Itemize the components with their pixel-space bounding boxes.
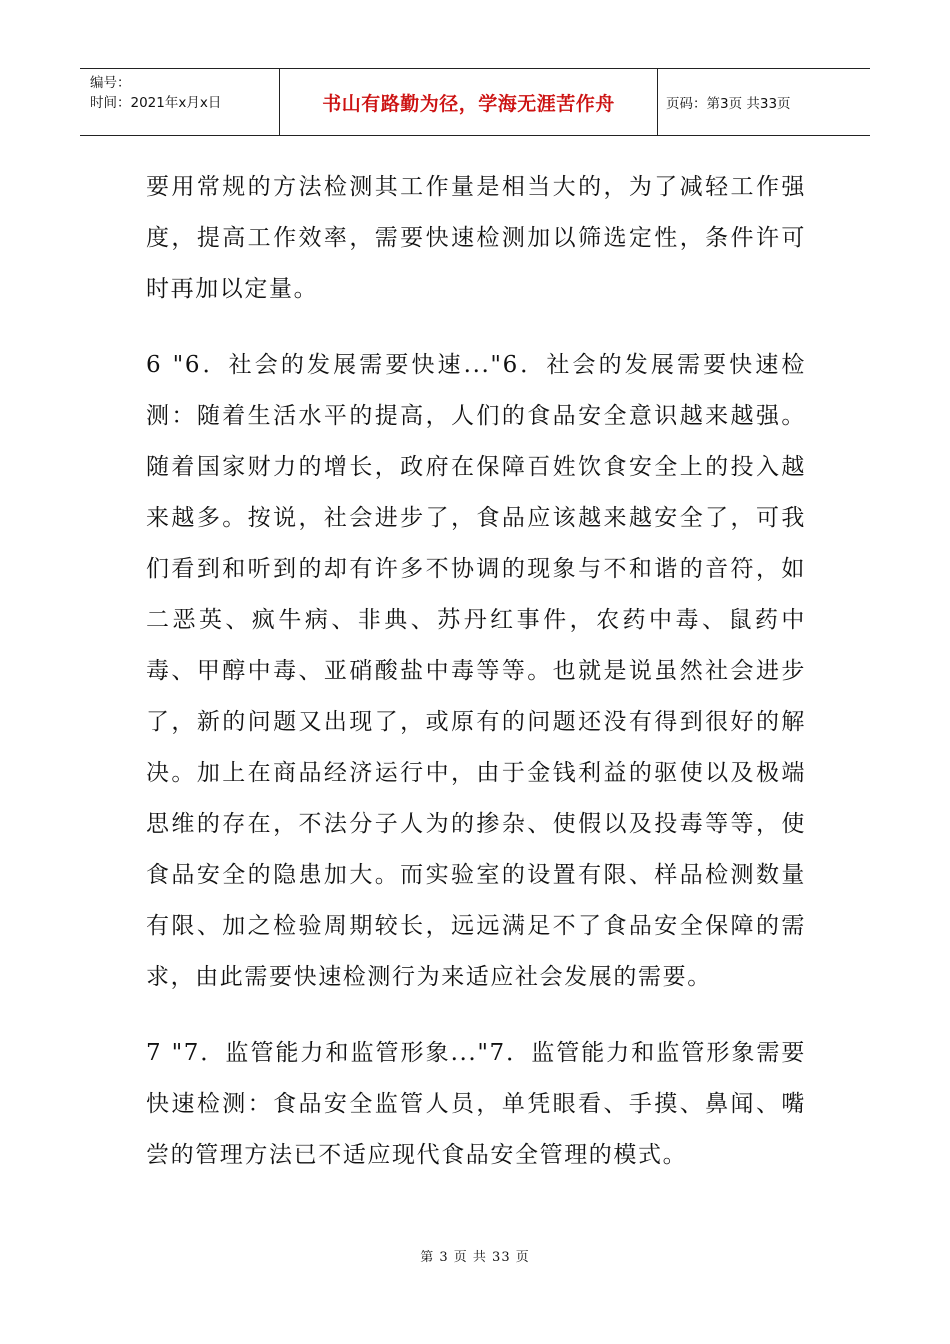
paragraph: 要用常规的方法检测其工作量是相当大的，为了减轻工作强度，提高工作效率，需要快速检测加以筛选定性，条件许可时再加以定量。 xyxy=(146,174,806,302)
date-label: 时间：2021年x月x日 xyxy=(90,95,222,111)
document-body xyxy=(146,162,806,1206)
paragraph: 6 "6．社会的发展需要快速..."6．社会的发展需要快速检测：随着生活水平的提高，人们的食品安全意识越来越强。随着国家财力的增长，政府在保障百姓饮食安全上的投入越来越多。按说，社会进步了，食品应该越来越安全了，可我们看到和听到的却有许多不协调的现象与不和谐的音符，如二恶英、疯牛病、非典、苏丹红事件，农药中毒、鼠药中毒、甲醇中毒、亚硝酸盐中毒等等。也就是说虽然社会进步了，新的问题又出现了，或原有的问题还没有得到很好的解决。加上在商品经济运行中，由于金钱利益的驱使以及极端思维的存在，不法分子人为的掺杂、使假以及投毒等等，使食品安全的隐患加大。而实验室的设置有限、样品检测数量有限、加之检验周期较长，远远满足不了食品安全保障的需求，由此需要快速检测行为来适应社会发展的需要。 xyxy=(146,352,806,990)
header-page-info: 页码：第3页 共33页 xyxy=(666,96,791,112)
page-header xyxy=(80,68,870,136)
header-motto: 书山有路勤为径，学海无涯苦作舟 xyxy=(280,69,658,135)
page-footer: 第 3 页 共 33 页 xyxy=(420,1250,530,1265)
header-meta xyxy=(80,69,280,135)
serial-label: 编号： xyxy=(90,75,131,91)
paragraph: 7 "7．监管能力和监管形象..."7．监管能力和监管形象需要快速检测：食品安全监管人员，单凭眼看、手摸、鼻闻、嘴尝的管理方法已不适应现代食品安全管理的模式。 xyxy=(146,1040,806,1168)
